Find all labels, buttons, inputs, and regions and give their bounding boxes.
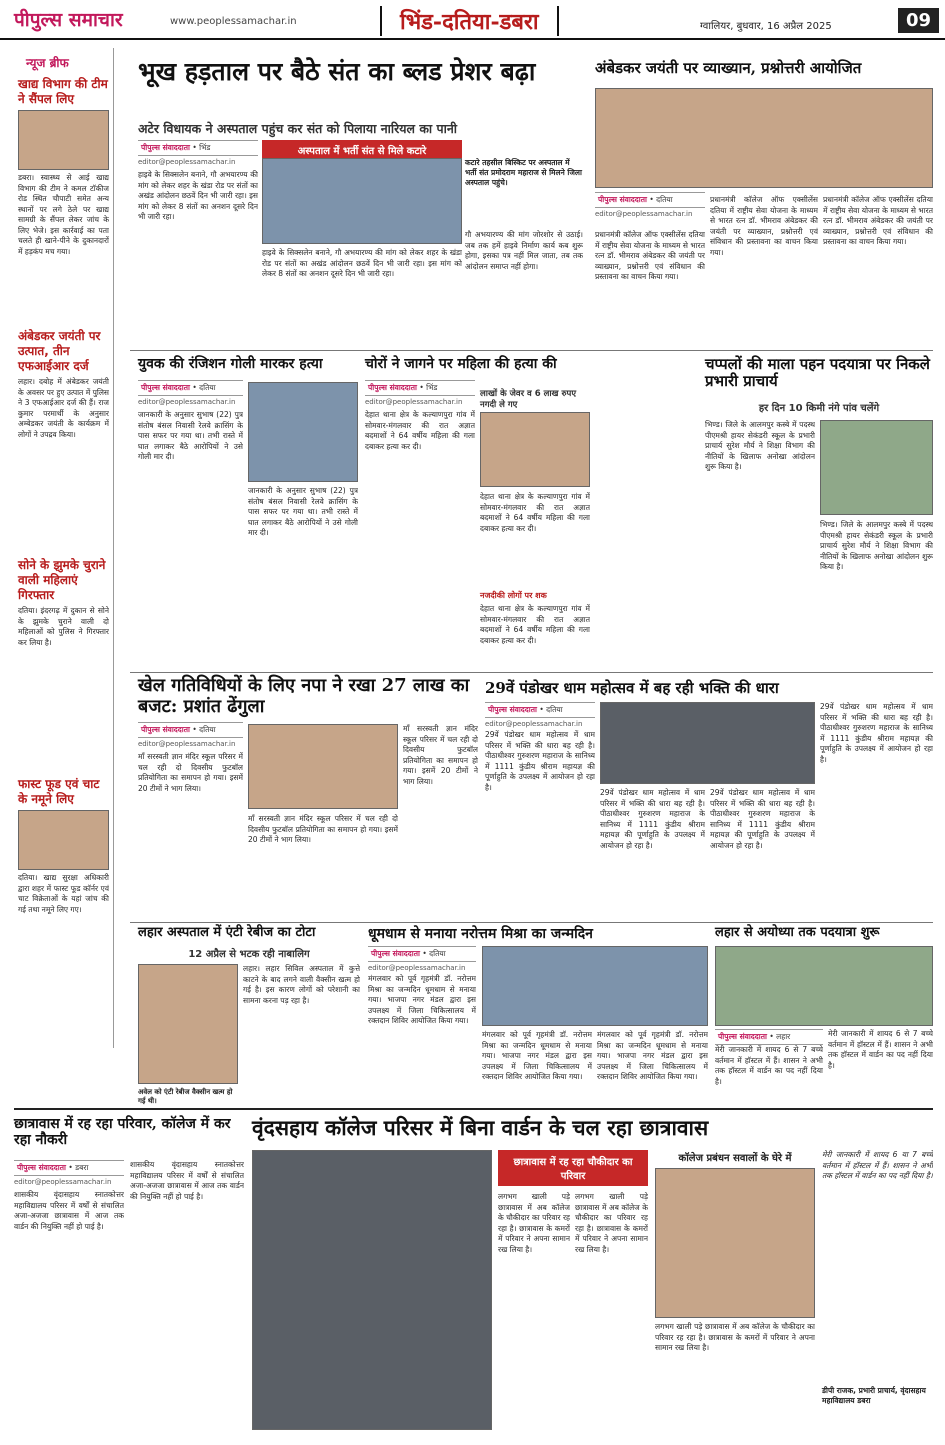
byline-name: पीपुल्स संवाददाता [368,383,417,392]
byline-place: दतिया [199,725,216,734]
header-rule [0,38,945,40]
byline-name: पीपुल्स संवाददाता [17,1163,66,1172]
ayodhya-text: मेरी जानकारी में शायद 6 से 7 बच्चे वर्तमान में हॉस्टल में हैं। शासन ने अभी तक हॉस्टल में वार्डन का पद नहीं दिया है। [715,1045,823,1086]
site-url: www.peoplessamachar.in [170,16,297,27]
thieves-text: देहात थाना क्षेत्र के कल्याणपुरा गांव में सोमवार-मंगलवार की रात अज्ञात बदमाशों ने 64 वर्षीय महिला की गला दबाकर हत्या कर दी। [480,492,590,533]
brief-headline: फास्ट फूड एवं चाट के नमूने लिए [18,777,100,806]
rabies-text: लहार। लहार सिविल अस्पताल में कुत्ते काटने के बाद लगने वाली वैक्सीन खत्म हो गई है। इस कारण लोगों को परेशानी का सामना करना पड़ रहा है। [243,964,360,1005]
hostel-small-text: शासकीय वृंदासहाय स्नातकोत्तर महाविद्यालय परिसर में वर्षों से संचालित अजा-अजजा छात्रावास में आज तक वार्डन की नियुक्ति नहीं हो पाई है। [14,1190,124,1231]
section-title: भिंड-दतिया-डबरा [380,6,559,36]
lead-text: हाइवे के सिक्सलेन बनाने, गौ अभयारण्य की मांग को लेकर शहर के खंडा रोड पर संतों का अखंड आंदोलन छठवें दिन भी जारी रहा। इस मांग को लेकर 8 संतों का अनशन दूसरे दिन भी जारी रहा। [262,248,462,278]
rabies-headline: लहार अस्पताल में एंटी रेबीज का टोटा [138,925,316,940]
youth-text: जानकारी के अनुसार सुभाष (22) पुत्र संतोष बंसल निवासी रेलवे क्रासिंग के पास सफर पर गया था। तभी रास्ते में घात लगाकर बैठे आरोपियों ने उसे गोली मार दी। [248,486,358,537]
brief-text: दतिया। खाद्य सुरक्षा अधिकारी द्वारा शहर में फास्ट फूड कॉर्नर एवं चाट विक्रेताओं के यहां जांच की गई तथा नमूने लिए गए। [18,873,109,914]
hostel-main-text: लगभग खाली पड़े छात्रावास में अब कॉलेज के चौकीदार का परिवार रह रहा है। छात्रावास के कमरों में परिवार ने अपना सामान रख लिया है। [498,1192,570,1254]
brief-headline: अंबेडकर जयंती पर उत्पात, तीन एफआईआर दर्ज [18,329,101,373]
ayodhya-photo [715,946,933,1026]
thieves-text: देहात थाना क्षेत्र के कल्याणपुरा गांव में सोमवार-मंगलवार की रात अज्ञात बदमाशों ने 64 वर्षीय महिला की गला दबाकर हत्या कर दी। [365,410,475,451]
sports-text: माँ सरस्वती ज्ञान मंदिर स्कूल परिसर में चल रही दो दिवसीय फुटबॉल प्रतियोगिता का समापन हो गया। इसमें 20 टीमों ने भाग लिया। [248,814,398,844]
ayodhya-text: मेरी जानकारी में शायद 6 से 7 बच्चे वर्तमान में हॉस्टल में हैं। शासन ने अभी तक हॉस्टल में वार्डन का पद नहीं दिया है। [828,1029,933,1070]
brief-headline: सोने के झुमके चुराने वाली महिलाएं गिरफ्तार [18,558,106,602]
sports-byline: पीपुल्स संवाददाता • दतिया [138,722,243,738]
narottam-text: मंगलवार को पूर्व गृहमंत्री डॉ. नरोत्तम मिश्रा का जन्मदिन धूमधाम से मनाया गया। भाजपा नगर मंडल द्वारा इस उपलक्ष्य में जिला चिकित्सालय में रक्तदान शिविर आयोजित किया गया। [597,1030,708,1081]
narottam-photo [482,946,708,1026]
byline-name: पीपुल्स संवाददाता [141,143,190,152]
ambedkar-text: प्रधानमंत्री कॉलेज ऑफ एक्सीलेंस दतिया में राष्ट्रीय सेवा योजना के माध्यम से भारत रत्न डॉ. भीमराव अंबेडकर की जयंती पर व्याख्यान, प्रश्नोत्तरी एवं संविधान की प्रस्तावना का वाचन किया गया। [710,195,818,257]
youth-headline: युवक की रंजिशन गोली मारकर हत्या [138,356,323,372]
hostel-main-quote: मेरी जानकारी में शायद 6 या 7 बच्चे वर्तमान में हॉस्टल में हैं। शासन ने अभी तक हॉस्टल में वार्डन का पद नहीं दिया है। [822,1150,933,1180]
brief-text: डबरा। स्वास्थ्य से आई खाद्य विभाग की टीम ने कमल टॉकीज रोड स्थित चौपाटी समेत अन्य स्थानों पर लगे ठेले पर खाद्य सामग्री के सैंपल लेकर जांच के लिए भेजे। इस कार्रवाई का पता चलते ही खाने-पीने के दुकानदारों में हड़कंप मच गया। [18,173,109,256]
lead-subhead: अटेर विधायक ने अस्पताल पहुंच कर संत को पिलाया नारियल का पानी [138,121,458,136]
byline-place: लहार [776,1032,791,1041]
rabies-subhead: 12 अप्रैल से भटक रही नाबालिग [188,949,310,960]
narottam-byline-block [368,946,476,972]
brief-text: दतिया। इंदरगढ़ में दुकान से सोने के झुमके चुराने वाली दो महिलाओं को पुलिस ने गिरफ्तार कर लिया है। [18,606,109,647]
ambedkar-byline: पीपुल्स संवाददाता • दतिया [595,192,705,208]
hostel-small-email: editor@peoplessamachar.in [14,1178,112,1186]
sports-byline-block [138,722,243,748]
ambedkar-text: प्रधानमंत्री कॉलेज ऑफ एक्सीलेंस दतिया में राष्ट्रीय सेवा योजना के माध्यम से भारत रत्न डॉ. भीमराव अंबेडकर की जयंती पर व्याख्यान, प्रश्नोत्तरी एवं संविधान की प्रस्तावना का वाचन किया गया। [595,230,705,281]
dateline: ग्वालियर, बुधवार, 16 अप्रैल 2025 [700,21,832,32]
hostel-main-text: लगभग खाली पड़े छात्रावास में अब कॉलेज के चौकीदार का परिवार रह रहा है। छात्रावास के कमरों में परिवार ने अपना सामान रख लिया है। [655,1322,815,1352]
sports-headline: खेल गतिविधियों के लिए नपा ने रखा 27 लाख का बजट: प्रशांत ढेंगुला [138,675,470,717]
thieves-boxhead: नजदीकी लोगों पर शक [480,591,547,600]
pandokhar-text: 29वें पंडोखर धाम महोत्सव में धाम परिसर में भक्ति की धारा बह रही है। पीठाधीश्वर गुरुशरण महाराज के सानिध्य में 1111 कुंडीय श्रीराम महायज्ञ की पूर्णाहुति के उपलक्ष्य में आयोजन हो रहा है। [820,702,933,764]
byline-place: भिंड [426,383,438,392]
lead-caption: कटारे तहसील बिस्किट पर अस्पताल में भर्ती संत प्रमोदराम महाराज से मिलने जिला अस्पताल पहुंचे। [465,158,582,187]
ambedkar-headline: अंबेडकर जयंती पर व्याख्यान, प्रश्नोत्तरी आयोजित [595,59,862,77]
hostel-college-photo [655,1168,815,1318]
ambedkar-photo [595,88,933,188]
brief-photo [18,110,109,170]
slippers-text: भिण्ड। जिले के आलमपुर कस्बे में पदस्थ पीएमश्री हायर सेकंडरी स्कूल के प्रभारी प्राचार्य सुरेश मौर्य ने शिक्षा विभाग की नीतियों के खिलाफ अनोखा आंदोलन शुरू किया है। [705,420,815,471]
byline-place: दतिया [656,195,673,204]
pandokhar-photo [600,702,815,784]
thieves-photo [480,412,590,487]
sports-photo [248,724,398,809]
brief-photo [18,810,109,870]
narottam-text: मंगलवार को पूर्व गृहमंत्री डॉ. नरोत्तम मिश्रा का जन्मदिन धूमधाम से मनाया गया। भाजपा नगर मंडल द्वारा इस उपलक्ष्य में जिला चिकित्सालय में रक्तदान शिविर आयोजित किया गया। [482,1030,592,1081]
masthead-logo: पीपुल्स समाचार [14,9,123,31]
lead-byline-block [138,140,258,166]
thieves-text: देहात थाना क्षेत्र के कल्याणपुरा गांव में सोमवार-मंगलवार की रात अज्ञात बदमाशों ने 64 वर्षीय महिला की गला दबाकर हत्या कर दी। [480,604,590,645]
byline-name: पीपुल्स संवाददाता [488,705,537,714]
rabies-photo [138,964,238,1084]
pandokhar-email: editor@peoplessamachar.in [485,720,583,728]
narottam-text: मंगलवार को पूर्व गृहमंत्री डॉ. नरोत्तम मिश्रा का जन्मदिन धूमधाम से मनाया गया। भाजपा नगर मंडल द्वारा इस उपलक्ष्य में जिला चिकित्सालय में रक्तदान शिविर आयोजित किया गया। [368,974,476,1025]
hostel-small-headline: छात्रावास में रह रहा परिवार, कॉलेज में कर रहा नौकरी [14,1116,231,1149]
thieves-byline: पीपुल्स संवाददाता • भिंड [365,380,475,396]
hostel-main-redbox: छात्रावास में रह रहा चौकीदार का परिवार [498,1150,648,1186]
ayodhya-byline: पीपुल्स संवाददाता • लहार [715,1029,823,1045]
youth-photo [248,382,358,482]
byline-place: डबरा [75,1163,89,1172]
thieves-headline: चोरों ने जागने पर महिला की हत्या की [365,356,557,372]
youth-byline: पीपुल्स संवाददाता • दतिया [138,380,243,396]
lead-byline: पीपुल्स संवाददाता • भिंड [138,140,258,156]
slippers-photo [820,420,933,515]
thieves-byline-block [365,380,475,406]
lead-photo [262,158,462,244]
lead-redbar: अस्पताल में भर्ती संत से मिले कटारे [262,140,462,160]
news-brief-column [14,48,114,1048]
divider [130,350,933,351]
lead-text: हाइवे के सिक्सलेन बनाने, गौ अभयारण्य की मांग को लेकर शहर के खंडा रोड पर संतों का अखंड आंदोलन छठवें दिन भी जारी रहा। इस मांग को लेकर 8 संतों का अनशन दूसरे दिन भी जारी रहा। [138,170,258,221]
ambedkar-text: प्रधानमंत्री कॉलेज ऑफ एक्सीलेंस दतिया में राष्ट्रीय सेवा योजना के माध्यम से भारत रत्न डॉ. भीमराव अंबेडकर की जयंती पर व्याख्यान, प्रश्नोत्तरी एवं संविधान की प्रस्तावना का वाचन किया गया। [823,195,933,246]
rabies-caption: अवेल को एंटी रेबीज वैक्सीन खत्म हो गई थी। [138,1088,233,1105]
byline-place: भिंड [199,143,211,152]
pandokhar-text: 29वें पंडोखर धाम महोत्सव में धाम परिसर में भक्ति की धारा बह रही है। पीठाधीश्वर गुरुशरण महाराज के सानिध्य में 1111 कुंडीय श्रीराम महायज्ञ की पूर्णाहुति के उपलक्ष्य में आयोजन हो रहा है। [485,730,595,792]
thieves-subhead: लाखों के जेवर व 6 लाख रुपए नगदी ले गए [480,389,577,410]
ayodhya-headline: लहार से अयोध्या तक पदयात्रा शुरू [715,925,880,940]
sports-text: माँ सरस्वती ज्ञान मंदिर स्कूल परिसर में चल रही दो दिवसीय फुटबॉल प्रतियोगिता का समापन हो गया। इसमें 20 टीमों ने भाग लिया। [138,752,243,793]
narottam-byline: पीपुल्स संवाददाता • दतिया [368,946,476,962]
slippers-text: भिण्ड। जिले के आलमपुर कस्बे में पदस्थ पीएमश्री हायर सेकंडरी स्कूल के प्रभारी प्राचार्य सुरेश मौर्य ने शिक्षा विभाग की नीतियों के खिलाफ अनोखा आंदोलन शुरू किया है। [820,520,933,571]
youth-text: जानकारी के अनुसार सुभाष (22) पुत्र संतोष बंसल निवासी रेलवे क्रासिंग के पास सफर पर गया था। तभी रास्ते में घात लगाकर बैठे आरोपियों ने उसे गोली मार दी। [138,410,243,461]
hostel-main-photohead: कॉलेज प्रबंधन सवालों के घेरे में [678,1153,792,1164]
byline-name: पीपुल्स संवाददाता [371,949,420,958]
hostel-main-quote-by: डीपी राजक, प्रभारी प्राचार्य, वृंदासहाय महाविद्यालय डबरा [822,1386,926,1405]
slippers-subhead: हर दिन 10 किमी नंगे पांव चलेंगे [758,403,880,414]
byline-name: पीपुल्स संवाददाता [598,195,647,204]
hostel-small-text: शासकीय वृंदासहाय स्नातकोत्तर महाविद्यालय परिसर में वर्षों से संचालित अजा-अजजा छात्रावास में आज तक वार्डन की नियुक्ति नहीं हो पाई है। [130,1160,244,1201]
pandokhar-text: 29वें पंडोखर धाम महोत्सव में धाम परिसर में भक्ति की धारा बह रही है। पीठाधीश्वर गुरुशरण महाराज के सानिध्य में 1111 कुंडीय श्रीराम महायज्ञ की पूर्णाहुति के उपलक्ष्य में आयोजन हो रहा है। [600,788,705,850]
pandokhar-byline-block [485,702,595,728]
byline-place: दतिया [546,705,563,714]
hostel-main-photo [252,1150,492,1430]
sports-email: editor@peoplessamachar.in [138,740,236,748]
brief-headline: खाद्य विभाग की टीम ने सैंपल लिए [18,77,108,106]
hostel-small-byline-block [14,1160,124,1186]
youth-email: editor@peoplessamachar.in [138,398,236,406]
brief-text: लहार। दबोह में अंबेडकर जयंती के अवसर पर हुए उत्पात में पुलिस ने 3 एफआईआर दर्ज की हैं। राज कुमार परमार्थी के अनुसार अम्बेडकर जयंती के कार्यक्रम में लोगों ने उपद्रव किया। [18,377,109,439]
narottam-headline: धूमधाम से मनाया नरोत्तम मिश्रा का जन्मदिन [368,926,593,942]
ambedkar-email: editor@peoplessamachar.in [595,210,693,218]
hostel-main-headline: वृंदसहाय कॉलेज परिसर में बिना वार्डन के चल रहा छात्रावास [252,1115,709,1140]
youth-byline-block [138,380,243,406]
narottam-email: editor@peoplessamachar.in [368,964,466,972]
byline-place: दतिया [429,949,446,958]
lead-email: editor@peoplessamachar.in [138,158,236,166]
byline-name: पीपुल्स संवाददाता [718,1032,767,1041]
byline-name: पीपुल्स संवाददाता [141,383,190,392]
lead-text: गौ अभयारण्य की मांग जोरशोर से उठाई। जब तक हमें हाइवे निर्माण कार्य कब शुरू होगा, इसका पत्र नहीं मिल जाता, तब तक आंदोलन समाप्त नहीं होगा। [465,230,583,271]
byline-name: पीपुल्स संवाददाता [141,725,190,734]
ambedkar-byline-block [595,192,705,218]
pandokhar-byline: पीपुल्स संवाददाता • दतिया [485,702,595,718]
pandokhar-text: 29वें पंडोखर धाम महोत्सव में धाम परिसर में भक्ति की धारा बह रही है। पीठाधीश्वर गुरुशरण महाराज के सानिध्य में 1111 कुंडीय श्रीराम महायज्ञ की पूर्णाहुति के उपलक्ष्य में आयोजन हो रहा है। [710,788,815,850]
lead-headline: भूख हड़ताल पर बैठे संत का ब्लड प्रेशर बढ़ा [138,57,536,86]
thieves-email: editor@peoplessamachar.in [365,398,463,406]
divider [130,922,933,923]
byline-place: दतिया [199,383,216,392]
divider [130,672,933,673]
slippers-headline: चप्पलों की माला पहन पदयात्रा पर निकले प्रभारी प्राचार्य [705,355,930,391]
sports-text: माँ सरस्वती ज्ञान मंदिर स्कूल परिसर में चल रही दो दिवसीय फुटबॉल प्रतियोगिता का समापन हो गया। इसमें 20 टीमों ने भाग लिया। [403,724,478,786]
hostel-main-text: लगभग खाली पड़े छात्रावास में अब कॉलेज के चौकीदार का परिवार रह रहा है। छात्रावास के कमरों में परिवार ने अपना सामान रख लिया है। [575,1192,648,1254]
news-brief-tag: न्यूज ब्रीफ [26,56,69,70]
hostel-small-byline: पीपुल्स संवाददाता • डबरा [14,1160,124,1176]
page-number: 09 [898,8,939,33]
divider [14,1108,933,1110]
pandokhar-headline: 29वें पंडोखर धाम महोत्सव में बह रही भक्ति की धारा [485,679,779,697]
